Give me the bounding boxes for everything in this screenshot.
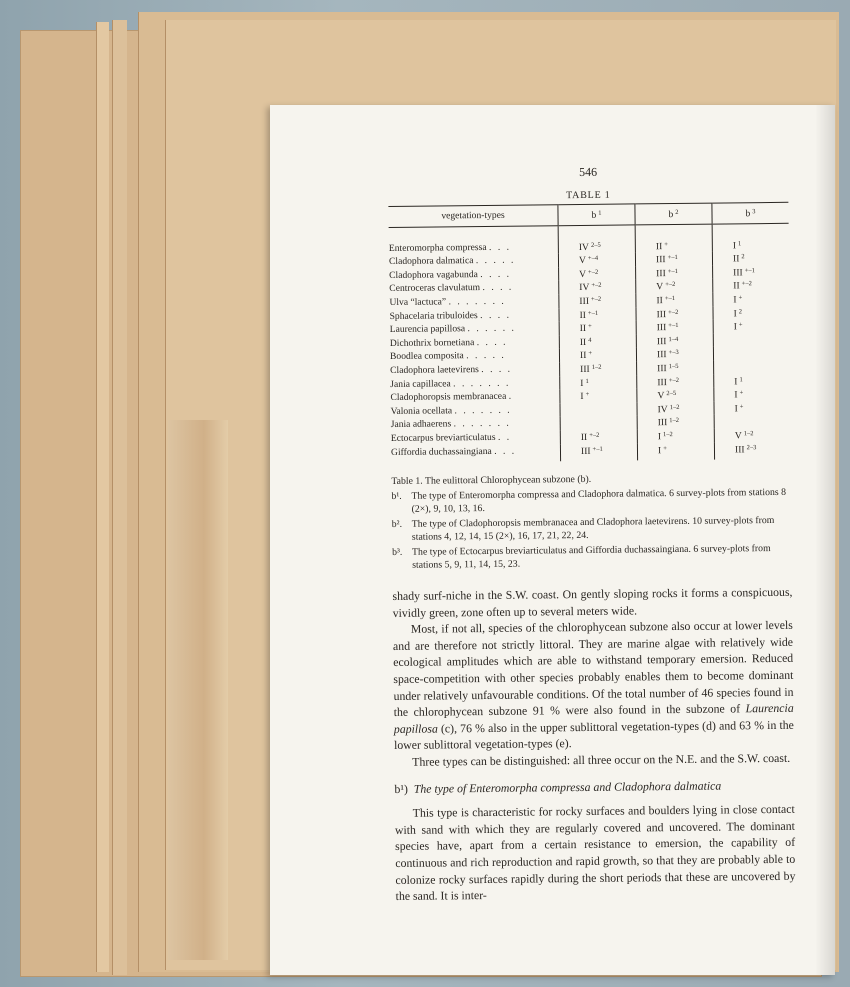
presence-class: III <box>655 254 666 266</box>
species-name: Cladophora vagabunda <box>389 268 478 281</box>
presence-class: III <box>580 445 591 457</box>
cover-range: + <box>739 389 744 397</box>
note-key: b³. <box>391 546 403 559</box>
presence-class: III <box>657 376 667 388</box>
b3-cell <box>712 251 789 265</box>
cover-range: 1–2 <box>669 417 680 425</box>
b3-cell <box>713 292 790 306</box>
species-name: Dichothrix bornetiana <box>389 336 475 349</box>
note-key: b². <box>391 518 403 531</box>
cover-range: 2–3 <box>746 443 757 451</box>
presence-class: II <box>733 280 740 292</box>
leader-dots: . . . . <box>480 309 512 321</box>
printed-page <box>270 105 835 975</box>
presence-class: I <box>657 431 662 443</box>
cover-range: + <box>588 350 593 358</box>
b1-cell <box>560 389 637 403</box>
cover-range: 2–5 <box>666 390 677 398</box>
b2-cell <box>636 279 713 293</box>
presence-class: III <box>733 267 743 279</box>
b3-cell <box>714 441 791 459</box>
torn-page-edge <box>168 420 228 960</box>
leader-dots: . . . . <box>476 336 508 348</box>
b1-cell <box>560 402 637 416</box>
presence-class: III <box>656 322 667 334</box>
species-name: Jania adhaerens <box>390 418 452 431</box>
presence-class: III <box>580 363 590 375</box>
leader-dots: . . . . <box>482 282 514 294</box>
table-row <box>391 441 791 463</box>
b3-cell <box>713 278 790 292</box>
species-name: Cladophora dalmatica <box>388 255 474 268</box>
species-name: Cladophoropsis membranacea <box>390 390 507 404</box>
cover-range: +–1 <box>668 322 679 330</box>
presence-class: I <box>733 294 737 306</box>
b1-cell <box>559 266 636 280</box>
presence-class: II <box>656 295 663 307</box>
cover-range: +–1 <box>587 309 599 317</box>
b1-cell <box>559 293 636 307</box>
species-cell <box>389 225 559 255</box>
species-name-italic: Laurencia papillosa <box>393 701 794 736</box>
header-b1 <box>558 204 635 225</box>
cover-range: + <box>588 323 592 331</box>
presence-class: IV <box>578 241 590 253</box>
b2-cell <box>637 429 714 443</box>
presence-class: I <box>734 403 738 415</box>
page-number: 546 <box>578 164 598 179</box>
cover-range: +–1 <box>664 294 676 303</box>
b2-cell <box>637 415 714 429</box>
presence-class: II <box>579 336 587 348</box>
b1-cell <box>559 307 636 321</box>
cover-range: +–2 <box>665 281 676 289</box>
leader-dots: . . . <box>494 445 517 457</box>
cover-range: 1 <box>737 239 742 247</box>
leader-dots: . <box>508 390 514 402</box>
presence-class: II <box>579 323 587 335</box>
b2-cell <box>636 265 713 279</box>
b3-cell <box>714 360 791 374</box>
b2-cell <box>636 306 713 320</box>
b3-cell <box>712 223 789 252</box>
b1-cell <box>559 348 636 362</box>
cover-range: +–2 <box>591 282 602 290</box>
cover-range: +–3 <box>668 349 679 357</box>
leader-dots: . . . . <box>480 268 512 280</box>
leader-dots: . . . . . <box>466 350 506 362</box>
cover-range: 1–2 <box>662 430 673 439</box>
note-text: The type of Enteromorpha compressa and Cladophora dalmatica. 6 survey-plots from stations 8 (2×), 9, 10, 13, 16. <box>411 486 787 515</box>
header-b3-letter: b <box>745 208 751 220</box>
leader-dots: . . . <box>488 241 512 253</box>
leader-dots: . . . . . <box>475 254 516 267</box>
cover-range: +–1 <box>667 267 678 275</box>
b1-cell <box>560 429 637 443</box>
presence-class: I <box>732 239 737 251</box>
cover-range: 2 <box>738 307 743 315</box>
caption-title: Table 1. The eulittoral Chlorophycean subzone (b). <box>391 473 592 488</box>
cover-range: +–2 <box>668 308 679 316</box>
cover-range: 1–2 <box>591 363 602 371</box>
presence-class: III <box>656 349 667 361</box>
presence-class: II <box>579 350 587 362</box>
presence-class: III <box>657 417 668 429</box>
b3-cell <box>714 373 791 387</box>
b3-cell <box>713 346 790 360</box>
presence-class: V <box>734 430 742 442</box>
header-b1-letter: b <box>591 209 597 221</box>
species-name: Cladophora laetevirens <box>390 363 479 376</box>
species-name: Ectocarpus breviarticulatus <box>390 431 496 444</box>
b1-cell <box>559 280 636 294</box>
paragraph: Three types can be distinguished: all three occur on the N.E. and the S.W. coast. <box>412 750 791 769</box>
leader-dots: . . <box>497 431 512 443</box>
table-body <box>389 223 791 463</box>
leader-dots: . . . . . . <box>467 322 516 335</box>
table-title: TABLE 1 <box>565 189 611 202</box>
b3-cell <box>714 387 791 401</box>
b1-cell <box>559 321 636 335</box>
b1-cell <box>560 361 637 375</box>
b1-cell <box>558 225 635 254</box>
b3-cell <box>714 428 791 442</box>
paragraph-part: Most, if not all, species of the chlorophycean subzone also occur at lower levels and are therefore not strictly littoral. They are marine algae with relatively wide ecological amplitudes which are able to withstand temporary emersion. Reduced space-competition with other species probably enables them to become dominant under relatively unfavourable conditions. Of the total number of 46 species found in the chlorophycean subzone 91 % were also found in the subzone of <box>392 618 794 720</box>
presence-class: I <box>657 444 662 456</box>
species-cell <box>391 444 561 463</box>
header-b2-sup: 2 <box>675 208 679 216</box>
b1-cell <box>558 253 635 267</box>
note-key: b¹. <box>391 490 402 503</box>
cover-range: +–2 <box>589 431 600 439</box>
page-edge <box>96 22 109 972</box>
presence-class: III <box>579 295 590 307</box>
presence-class: III <box>657 363 667 375</box>
section-title: The type of Enteromorpha compressa and Cladophora dalmatica <box>413 778 722 796</box>
species-name: Sphacelaria tribuloides <box>389 309 478 322</box>
cover-range: 2–5 <box>590 241 601 249</box>
cover-range: 1 <box>739 375 743 383</box>
b2-cell <box>637 388 714 402</box>
page-content <box>388 163 796 905</box>
b3-cell <box>713 305 790 319</box>
presence-class: I <box>580 391 584 403</box>
b2-cell <box>637 361 714 375</box>
table-row <box>389 223 789 255</box>
presence-class: I <box>733 321 737 333</box>
cover-range: + <box>663 444 667 452</box>
species-name: Jania capillacea <box>390 377 451 390</box>
presence-class: I <box>580 377 584 389</box>
paragraph: This type is characteristic for rocky surfaces and boulders lying in close contact with sand with which they are regularly covered and uncovered. The dominant species have, apart from a certain resistance to emersion, the capability of continuous and rich reproduction and rapid growth, so that they are probably able to colonize rocky surfaces rapidly during the short periods that these are uncovered by the sand. It is inter- <box>394 801 796 904</box>
presence-class: IV <box>657 403 668 415</box>
b1-cell <box>560 443 637 461</box>
presence-class: II <box>579 309 586 321</box>
presence-class: V <box>657 390 665 402</box>
b1-cell <box>560 416 637 430</box>
section-heading <box>394 776 794 797</box>
header-b3 <box>712 202 789 223</box>
cover-range: +–2 <box>590 295 602 303</box>
header-b2-letter: b <box>668 209 674 221</box>
b3-cell <box>713 265 790 279</box>
presence-class: III <box>656 335 667 347</box>
cover-range: 1 <box>585 377 589 385</box>
cover-range: + <box>738 321 743 329</box>
b2-cell <box>635 252 712 266</box>
page-gutter-shadow <box>815 105 835 975</box>
caption-note <box>392 514 792 544</box>
b2-cell <box>636 293 713 307</box>
data-table <box>388 202 791 463</box>
presence-class: III <box>656 267 666 279</box>
cover-range: + <box>739 403 744 411</box>
leader-dots: . . . . . . . <box>454 404 512 417</box>
presence-class: I <box>733 307 737 319</box>
paragraph-part: (c), 76 % also in the upper sublittoral vegetation-types (d) and 63 % in the lower sublittoral vegetation-types (e). <box>393 717 794 753</box>
paragraph: shady surf-niche in the S.W. coast. On gently sloping rocks it forms a conspicuous, vividly green, zone often up to several meters wide. <box>392 584 793 620</box>
note-text: The type of Ectocarpus breviarticulatus and Giffordia duchassaingiana. 6 survey-plots from stations 5, 9, 11, 14, 15, 23. <box>411 543 771 571</box>
header-vegetation-types: vegetation-types <box>388 205 558 227</box>
b3-cell <box>714 414 791 428</box>
cover-range: 1–2 <box>743 430 754 438</box>
species-name: Centroceras clavulatum <box>389 282 481 295</box>
cover-range: +–2 <box>741 280 752 288</box>
presence-class: I <box>734 389 738 401</box>
caption-note <box>392 542 792 572</box>
presence-class: III <box>656 308 667 320</box>
paragraph <box>393 617 794 754</box>
body-text <box>392 584 795 905</box>
b2-cell <box>636 320 713 334</box>
b2-cell <box>637 401 714 415</box>
cover-range: 4 <box>588 336 592 344</box>
presence-class: II <box>580 431 588 443</box>
leader-dots: . . . . . . . <box>453 377 511 389</box>
cover-range: 1–4 <box>668 335 679 343</box>
header-b2 <box>635 203 712 224</box>
page-edge <box>112 20 127 975</box>
presence-class: II <box>732 253 740 265</box>
b1-cell <box>560 375 637 389</box>
cover-range: + <box>585 391 590 399</box>
b2-cell <box>637 374 714 388</box>
b3-cell <box>714 401 791 415</box>
presence-class: IV <box>579 282 590 294</box>
leader-dots: . . . . . . . <box>453 418 511 430</box>
b2-cell <box>635 224 712 253</box>
species-name: Laurencia papillosa <box>389 323 466 336</box>
cover-range: 1–5 <box>668 362 679 371</box>
b2-cell <box>637 442 714 460</box>
cover-range: + <box>664 240 668 248</box>
cover-range: +–1 <box>667 254 678 262</box>
b3-cell <box>713 333 790 347</box>
cover-range: +–1 <box>744 266 755 275</box>
cover-range: 2 <box>741 253 745 261</box>
cover-range: +–2 <box>587 268 599 276</box>
header-b3-sup: 3 <box>752 208 756 216</box>
b2-cell <box>636 333 713 347</box>
cover-range: 1–2 <box>669 403 680 411</box>
presence-class: II <box>655 240 663 252</box>
cover-range: +–4 <box>587 254 599 263</box>
presence-class: V <box>579 268 587 280</box>
b2-cell <box>636 347 713 361</box>
presence-class: I <box>734 375 738 387</box>
caption-note <box>391 486 791 516</box>
cover-range: +–2 <box>668 376 680 384</box>
section-key: b¹) <box>394 781 408 796</box>
species-name: Valonia ocellata <box>390 405 453 417</box>
presence-class: V <box>578 255 586 267</box>
b1-cell <box>559 334 636 348</box>
header-b1-sup: 1 <box>598 209 602 217</box>
table-caption <box>391 471 792 572</box>
b3-cell <box>713 319 790 333</box>
presence-class: V <box>656 281 664 293</box>
leader-dots: . . . . <box>481 363 513 375</box>
presence-class: III <box>734 443 745 455</box>
cover-range: +–1 <box>592 445 603 453</box>
species-name: Boodlea composita <box>389 350 464 363</box>
note-text: The type of Cladophoropsis membranacea and Cladophora laetevirens. 10 survey-plots from stations 4, 12, 14, 15 (2×), 16, 17, 21, 22, 24. <box>411 515 775 543</box>
species-name: Giffordia duchassaingiana <box>390 445 492 458</box>
leader-dots: . . . . . . . <box>448 295 506 308</box>
species-name: Ulva “lactuca” <box>389 296 447 308</box>
cover-range: + <box>738 294 743 302</box>
species-name: Enteromorpha compressa <box>388 241 487 254</box>
